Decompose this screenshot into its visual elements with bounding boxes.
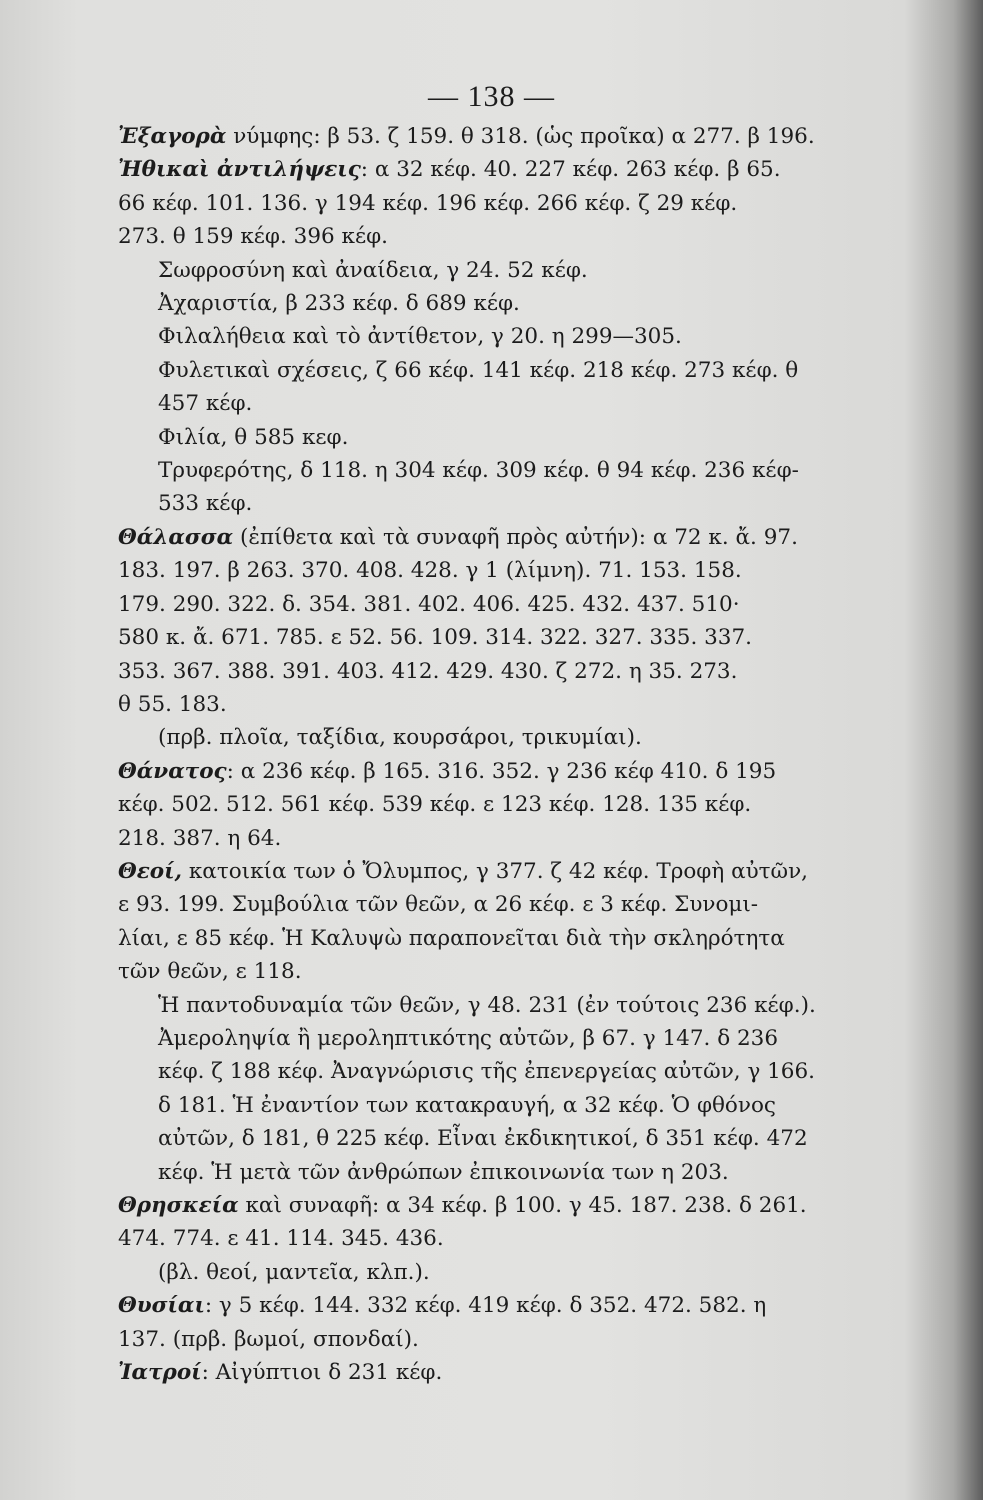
entry-text: 137. (πρβ. βωμοί, σπονδαί). — [118, 1326, 419, 1352]
sub-entry-line: κέφ. Ἡ μετὰ τῶν ἀνθρώπων ἐπικοινωνία των η 203. — [158, 1159, 729, 1185]
entry-line — [118, 888, 908, 921]
sub-entry — [118, 354, 908, 421]
sub-entry-line: δ 181. Ἡ ἐναντίον των κατακραυγή, α 32 κέφ. Ὁ φθόνος — [158, 1092, 776, 1118]
sub-entry-line: (πρβ. πλοῖα, ταξίδια, κουρσάροι, τρικυμίαι). — [158, 725, 642, 751]
entry-text: : γ 5 κέφ. 144. 332 κέφ. 419 κέφ. δ 352. 472. 582. η — [204, 1293, 767, 1319]
sub-entry-line: κέφ. ζ 188 κέφ. Ἀναγνώρισις τῆς ἐπενεργείας αὐτῶν, γ 166. — [158, 1059, 815, 1085]
entry-line — [118, 220, 908, 253]
sub-entry — [118, 1256, 908, 1289]
entry-line — [118, 1222, 908, 1255]
entry-line — [118, 688, 908, 721]
index-entry — [118, 1356, 908, 1389]
entry-line — [118, 822, 908, 855]
sub-entry-line: 533 κέφ. — [158, 491, 253, 517]
entry-line — [118, 621, 908, 654]
sub-entry-line: Σωφροσύνη καὶ ἀναίδεια, γ 24. 52 κέφ. — [158, 257, 588, 283]
entry-text: 273. θ 159 κέφ. 396 κέφ. — [118, 224, 388, 250]
entry-line — [118, 922, 908, 955]
entry-line — [118, 955, 908, 988]
entry-text: 66 κέφ. 101. 136. γ 194 κέφ. 196 κέφ. 266 κέφ. ζ 29 κέφ. — [118, 190, 738, 216]
entry-line — [118, 554, 908, 587]
sub-entry-line: Τρυφερότης, δ 118. η 304 κέφ. 309 κέφ. θ 94 κέφ. 236 κέφ- — [158, 458, 799, 484]
sub-entry-line: (βλ. θεοί, μαντεῖα, κλπ.). — [158, 1259, 430, 1285]
sub-entry-line: Φιλία, θ 585 κεφ. — [158, 424, 349, 450]
sub-entry-line: Ἀμεροληψία ἢ μεροληπτικότης αὐτῶν, β 67. γ 147. δ 236 — [158, 1025, 779, 1051]
entry-text: λίαι, ε 85 κέφ. Ἡ Καλυψὼ παραπονεῖται διὰ τὴν σκληρότητα — [118, 925, 785, 951]
entry-heading: Θυσίαι — [118, 1293, 205, 1319]
entry-line — [118, 521, 908, 554]
sub-entry — [118, 454, 908, 521]
index-entry — [118, 755, 908, 855]
sub-entry-line: Φυλετικαὶ σχέσεις, ζ 66 κέφ. 141 κέφ. 218 κέφ. 273 κέφ. θ — [158, 357, 799, 383]
entry-text: κέφ. 502. 512. 561 κέφ. 539 κέφ. ε 123 κέφ. 128. 135 κέφ. — [118, 792, 752, 818]
index-entries — [118, 120, 908, 1389]
sub-entry — [118, 287, 908, 320]
entry-line — [118, 855, 908, 888]
sub-entry-line: 457 κέφ. — [158, 391, 253, 417]
entry-heading: Θεοί, — [118, 858, 183, 884]
entry-text: 179. 290. 322. δ. 354. 381. 402. 406. 425. 432. 437. 510· — [118, 591, 740, 617]
sub-entry — [118, 320, 908, 353]
sub-entry-line: Ἡ παντοδυναμία τῶν θεῶν, γ 48. 231 (ἐν τούτοις 236 κέφ.). — [158, 992, 816, 1018]
entry-line — [118, 788, 908, 821]
entry-text: : Αἰγύπτιοι δ 231 κέφ. — [201, 1360, 443, 1386]
page-number: — 138 — — [428, 80, 555, 113]
entry-text: : α 236 κέφ. β 165. 316. 352. γ 236 κέφ 410. δ 195 — [226, 758, 777, 784]
index-entry — [118, 120, 908, 153]
index-entry — [118, 1289, 908, 1356]
entry-line — [118, 1323, 908, 1356]
sub-entry-line: Φιλαλήθεια καὶ τὸ ἀντίθετον, γ 20. η 299—305. — [158, 324, 682, 350]
entry-heading: Θρησκεία — [118, 1193, 239, 1218]
index-entry — [118, 1189, 908, 1256]
entry-line — [118, 187, 908, 220]
entry-text: 580 κ. ἄ. 671. 785. ε 52. 56. 109. 314. 322. 327. 335. 337. — [118, 625, 752, 651]
sub-entry — [118, 421, 908, 454]
entry-text: : α 32 κέφ. 40. 227 κέφ. 263 κέφ. β 65. — [360, 157, 781, 183]
entry-text: κατοικία των ὁ Ὄλυμπος, γ 377. ζ 42 κέφ. Τροφὴ αὐτῶν, — [182, 858, 808, 884]
entry-text: 183. 197. β 263. 370. 408. 428. γ 1 (λίμνη). 71. 153. 158. — [118, 558, 742, 584]
entry-text: θ 55. 183. — [118, 691, 227, 717]
sub-entry-line: Ἀχαριστία, β 233 κέφ. δ 689 κέφ. — [158, 291, 520, 317]
entry-text: 474. 774. ε 41. 114. 345. 436. — [118, 1226, 444, 1252]
index-entry — [118, 153, 908, 253]
entry-line — [118, 1289, 908, 1322]
index-entry — [118, 855, 908, 989]
entry-text: τῶν θεῶν, ε 118. — [118, 959, 302, 985]
entry-line — [118, 153, 908, 186]
entry-heading: Ἰατροί — [118, 1360, 202, 1386]
sub-entry — [118, 721, 908, 754]
entry-line — [118, 120, 908, 153]
sub-entry-line: αὐτῶν, δ 181, θ 225 κέφ. Εἶναι ἐκδικητικοί, δ 351 κέφ. 472 — [158, 1126, 808, 1152]
entry-line — [118, 655, 908, 688]
entry-text: 218. 387. η 64. — [118, 825, 282, 851]
entry-line — [118, 1189, 908, 1222]
entry-line — [118, 588, 908, 621]
entry-text: καὶ συναφῆ: α 34 κέφ. β 100. γ 45. 187. 238. δ 261. — [238, 1193, 807, 1218]
entry-heading: Θάνατος — [118, 758, 227, 784]
entry-heading: Ἠθικαὶ ἀντιλήψεις — [118, 157, 361, 183]
index-entry — [118, 521, 908, 721]
sub-entry — [118, 989, 908, 1189]
entry-text: νύμφης: β 53. ζ 159. θ 318. (ὡς προῖκα) α 277. β 196. — [226, 124, 815, 149]
entry-text: 353. 367. 388. 391. 403. 412. 429. 430. ζ 272. η 35. 273. — [118, 658, 738, 684]
entry-heading: Ἐξαγορὰ — [118, 124, 227, 149]
entry-line — [118, 755, 908, 788]
entry-heading: Θάλασσα — [118, 524, 234, 550]
entry-text: ε 93. 199. Συμβούλια τῶν θεῶν, α 26 κέφ. ε 3 κέφ. Συνομι- — [118, 892, 759, 918]
entry-text: (ἐπίθετα καὶ τὰ συναφῆ πρὸς αὐτήν): α 72 κ. ἄ. 97. — [233, 524, 798, 550]
sub-entry — [118, 254, 908, 287]
entry-line — [118, 1356, 908, 1389]
